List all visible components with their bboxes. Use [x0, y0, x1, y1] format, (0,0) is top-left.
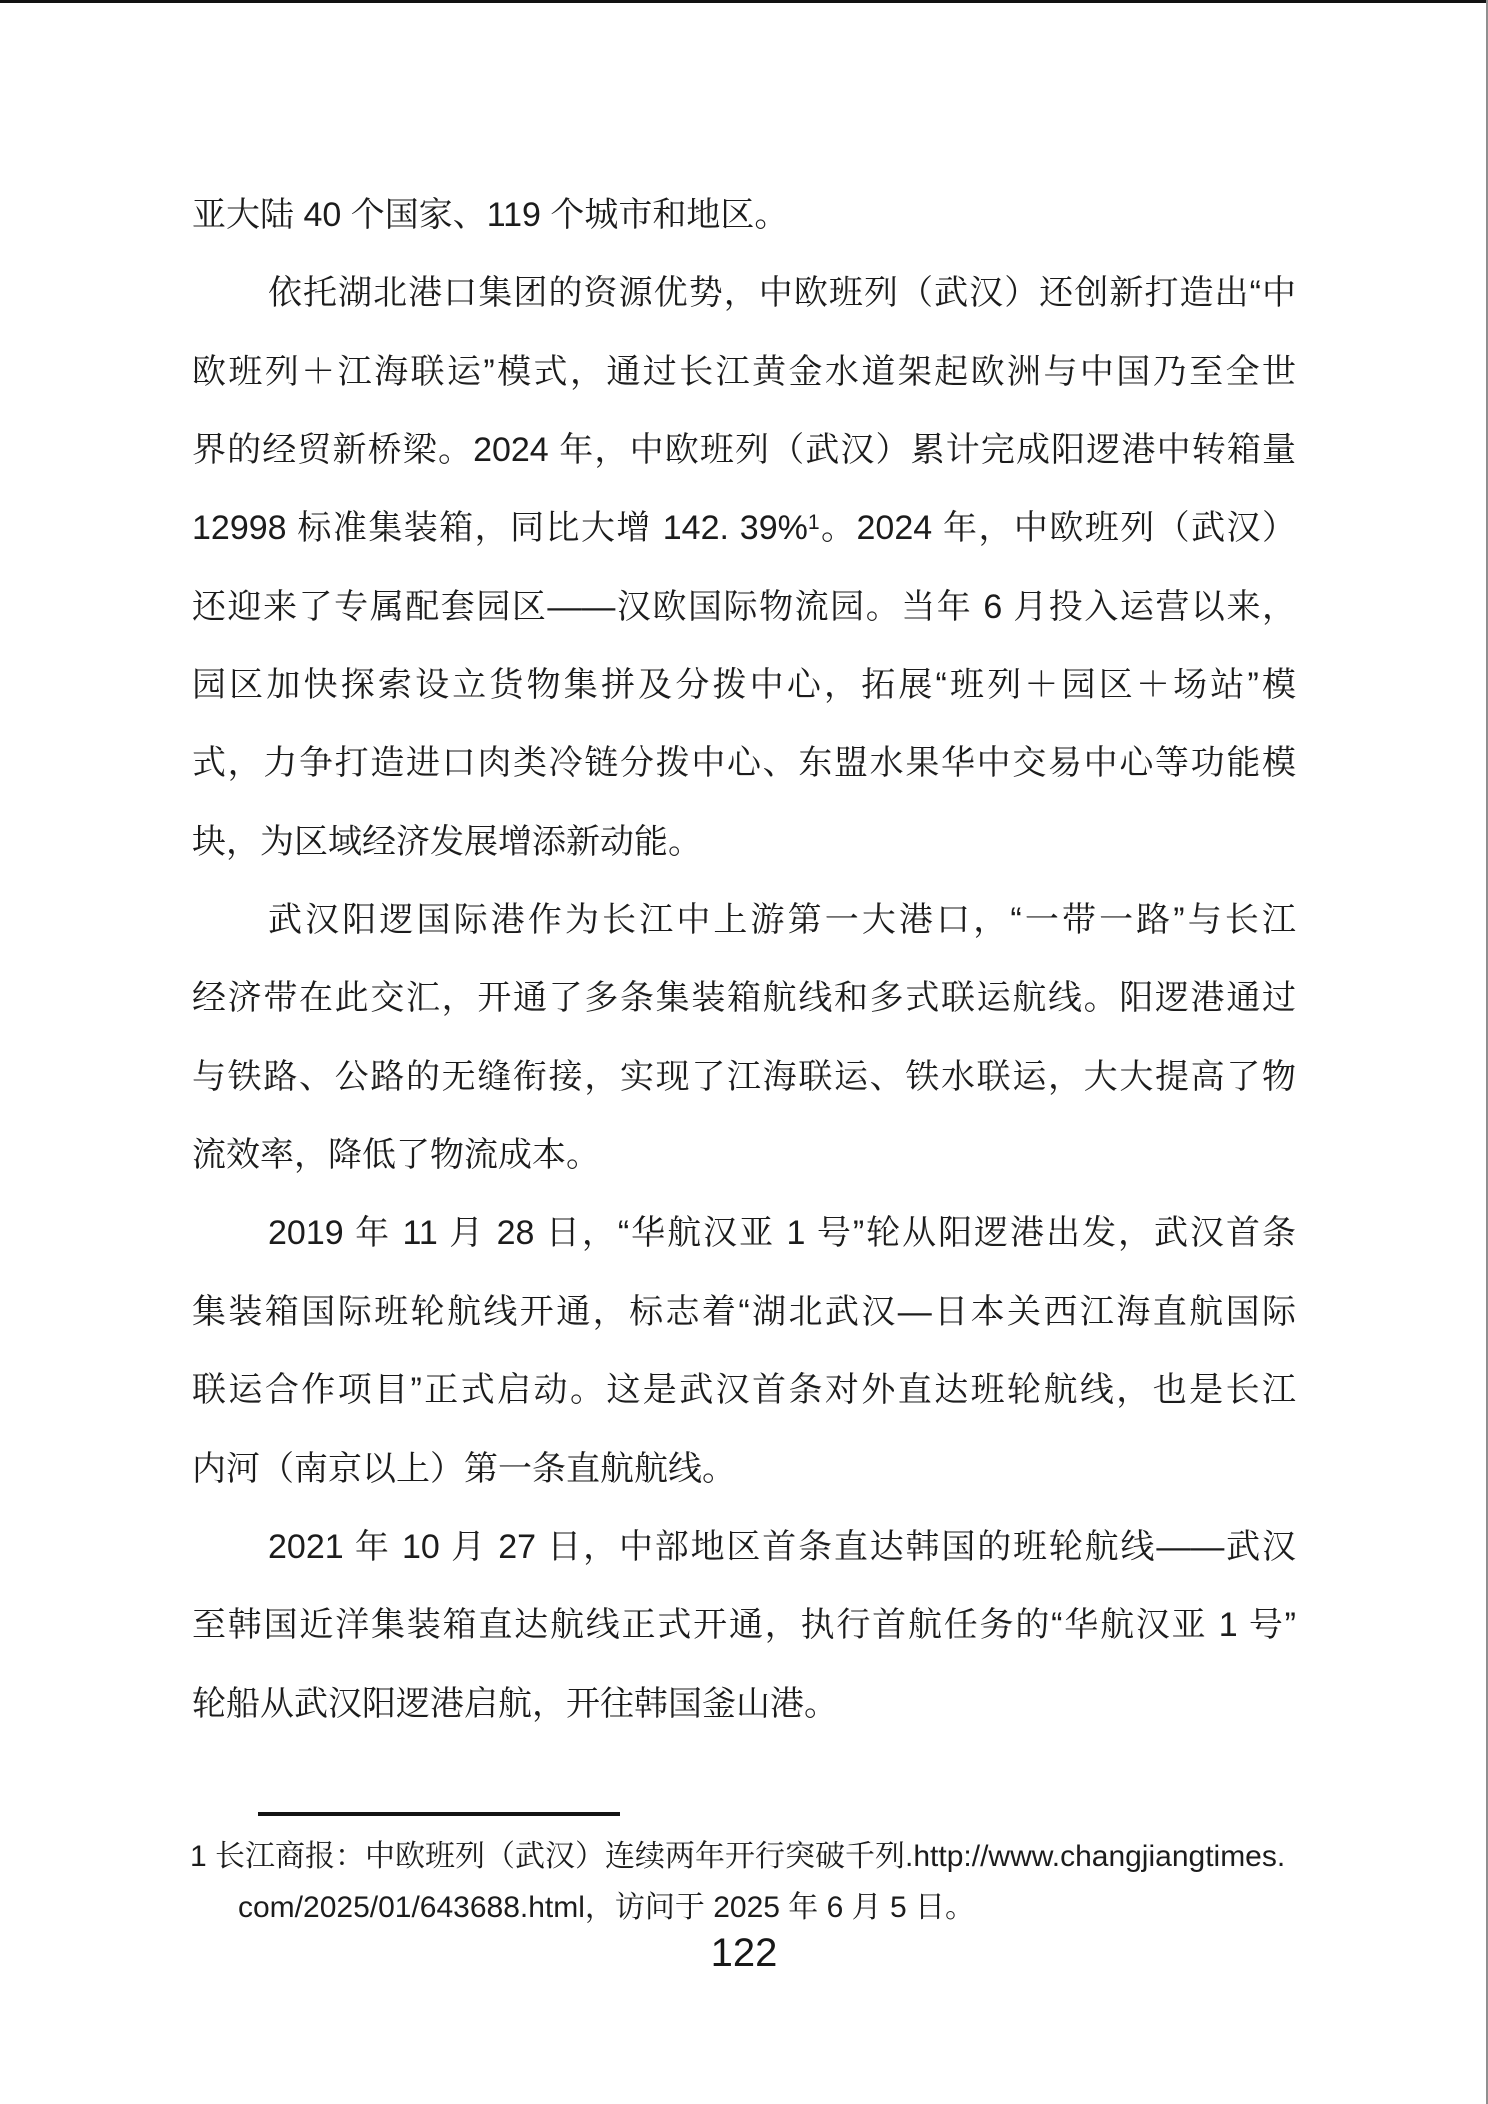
text-line: 2019 年 11 月 28 日，“华航汉亚 1 号”轮从阳逻港出发，武汉首条: [268, 1214, 1296, 1253]
text-line: 与铁路、公路的无缝衔接，实现了江海联运、铁水联运，大大提高了物: [192, 1057, 1296, 1096]
text-line: 式，力争打造进口肉类冷链分拨中心、东盟水果华中交易中心等功能模: [192, 744, 1296, 783]
footnote-separator: [258, 1812, 620, 1816]
document-body: [192, 176, 1296, 1743]
text-segment: 。2024 年，中欧班列（武汉）: [819, 509, 1297, 548]
text-line: 轮船从武汉阳逻港启航，开往韩国釜山港。: [192, 1684, 838, 1723]
text-line: 2021 年 10 月 27 日，中部地区首条直达韩国的班轮航线——武汉: [268, 1527, 1296, 1566]
footnote-line: 1 长江商报：中欧班列（武汉）连续两年开行突破千列.http://www.changjiangtimes.: [190, 1840, 1286, 1873]
text-line: 流效率，降低了物流成本。: [192, 1136, 600, 1175]
text-segment: 12998 标准集装箱，同比大增 142. 39%: [192, 509, 808, 548]
text-line: 园区加快探索设立货物集拼及分拨中心，拓展“班列＋园区＋场站”模: [192, 666, 1296, 705]
text-line: 至韩国近洋集装箱直达航线正式开通，执行首航任务的“华航汉亚 1 号”: [192, 1606, 1296, 1645]
text-line: 内河（南京以上）第一条直航航线。: [192, 1449, 736, 1488]
text-line: 集装箱国际班轮航线开通，标志着“湖北武汉—日本关西江海直航国际: [192, 1292, 1296, 1331]
text-line: [192, 489, 1296, 567]
text-line: 欧班列＋江海联运”模式，通过长江黄金水道架起欧洲与中国乃至全世: [192, 352, 1296, 391]
text-line: 还迎来了专属配套园区——汉欧国际物流园。当年 6 月投入运营以来，: [192, 587, 1296, 626]
text-line: 界的经贸新桥梁。2024 年，中欧班列（武汉）累计完成阳逻港中转箱量: [192, 431, 1296, 470]
text-line: 块，为区域经济发展增添新动能。: [192, 822, 702, 861]
text-line: 武汉阳逻国际港作为长江中上游第一大港口，“一带一路”与长江: [268, 901, 1296, 940]
text-line: 亚大陆 40 个国家、119 个城市和地区。: [192, 196, 789, 234]
top-edge-line: [0, 0, 1488, 3]
footnote-line: com/2025/01/643688.html，访问于 2025 年 6 月 5 日。: [238, 1891, 976, 1924]
footnote: [190, 1831, 1300, 1933]
text-line: 经济带在此交汇，开通了多条集装箱航线和多式联运航线。阳逻港通过: [192, 979, 1296, 1018]
text-line: 依托湖北港口集团的资源优势，中欧班列（武汉）还创新打造出“中: [268, 274, 1296, 313]
text-line: 联运合作项目”正式启动。这是武汉首条对外直达班轮航线，也是长江: [192, 1371, 1296, 1410]
page-number: 122: [710, 1931, 778, 1975]
footnote-reference-superscript: 1: [807, 510, 820, 534]
